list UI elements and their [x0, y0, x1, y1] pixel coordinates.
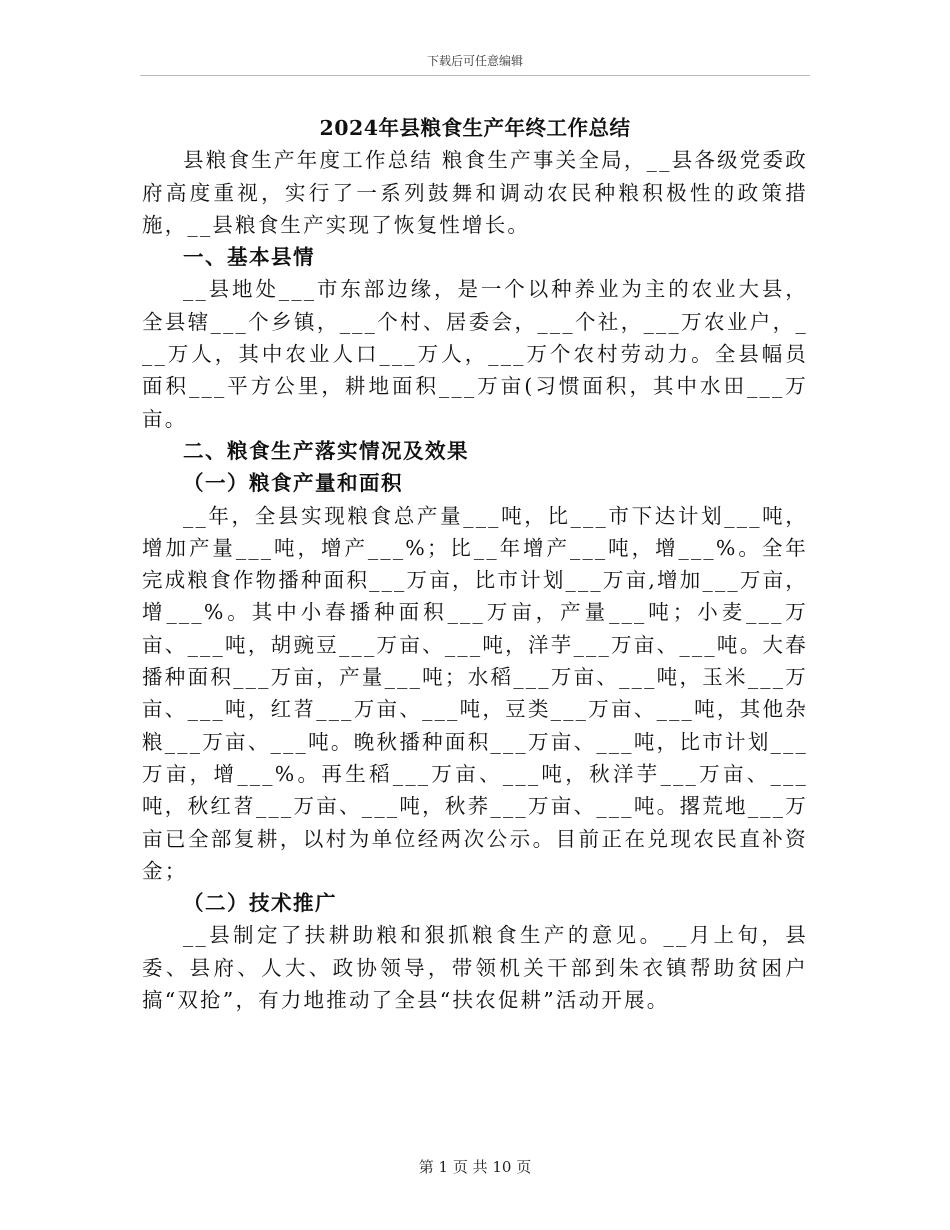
tech-paragraph: __县制定了扶耕助粮和狠抓粮食生产的意见。__月上旬，县委、县府、人大、政协领导，带领机关干部到朱衣镇帮助贫困户搞“双抢”，有力地推动了全县“扶农促耕”活动开展。: [142, 923, 808, 1013]
section-heading-production: 二、粮食生产落实情况及效果: [183, 438, 469, 463]
header-divider: [140, 75, 810, 76]
page-header: 下载后可任意编辑: [426, 54, 523, 68]
intro-paragraph: 县粮食生产年度工作总结 粮食生产事关全局，__县各级党委政府高度重视，实行了一系列鼓舞和调动农民种粮积极性的政策措施，__县粮食生产实现了恢复性增长。: [142, 148, 808, 237]
section-heading-basic-info: 一、基本县情: [183, 245, 315, 270]
document-title: 2024年县粮食生产年终工作总结: [319, 116, 631, 140]
page-footer: 第 1 页 共 10 页: [418, 1158, 532, 1176]
yield-paragraph: __年，全县实现粮食总产量___吨，比___市下达计划___吨，增加产量___吨，增产___%；比__年增产___吨，增___%。全年完成粮食作物播种面积___万亩，比市计划___万亩,增加___万亩，增___%。其中小春播种面积___万亩，产量___吨；小麦___万亩、___吨，胡豌豆___万亩、___吨，洋芋___万亩、___吨。大春播种面积___万亩，产量___吨；水稻___万亩、___吨，玉米___万亩、___吨，红苕___万亩、___吨，豆类___万亩、___吨，其他杂粮___万亩、___吨。晚秋播种面积___万亩、___吨，比市计划___万亩，增___%。再生稻___万亩、___吨，秋洋芋___万亩、___吨，秋红苕___万亩、___吨，秋荞___万亩、___吨。撂荒地___万亩已全部复耕，以村为单位经两次公示。目前正在兑现农民直补资金；: [142, 503, 808, 883]
subsection-heading-yield: （一）粮食产量和面积: [183, 471, 403, 496]
basic-info-paragraph: __县地处___市东部边缘，是一个以种养业为主的农业大县，全县辖___个乡镇，___个村、居委会，___个社，___万农业户，___万人，其中农业人口___万人，___万个农村劳动力。全县幅员面积___平方公里，耕地面积___万亩(习惯面积，其中水田___万亩。: [142, 277, 808, 431]
document-body: [142, 112, 808, 1016]
subsection-heading-tech: （二）技术推广: [183, 891, 337, 916]
